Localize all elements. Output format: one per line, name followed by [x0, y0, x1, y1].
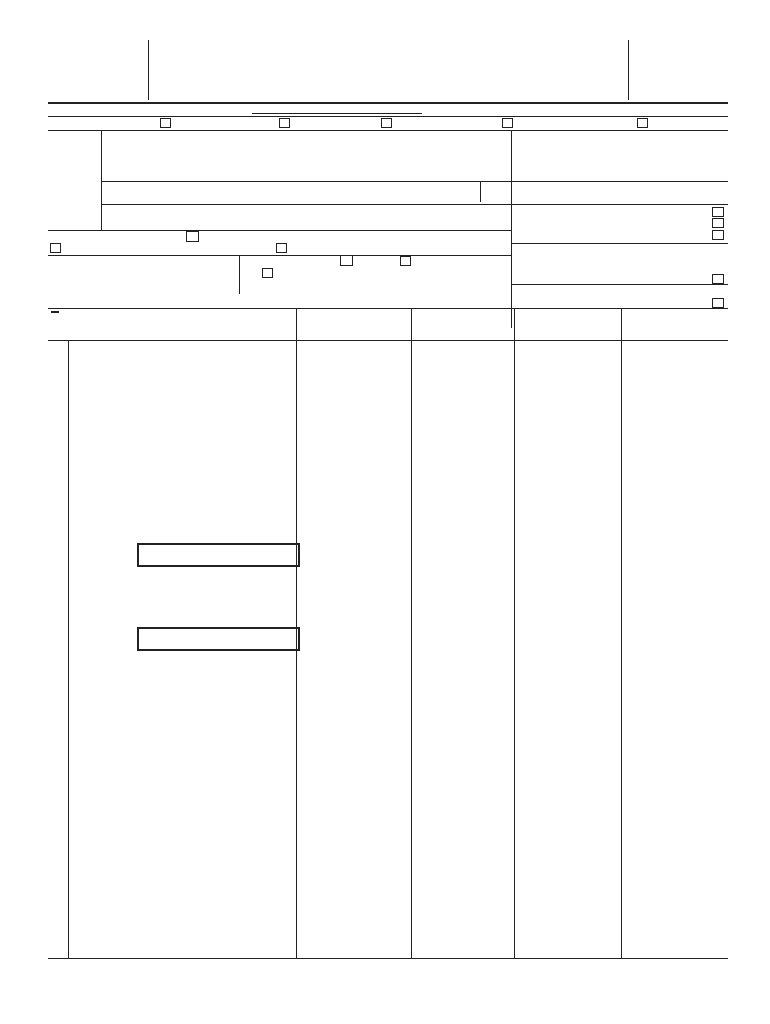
j-cash-checkbox[interactable]: [340, 255, 353, 266]
amended-return-checkbox[interactable]: [381, 118, 392, 128]
received-stamp: [137, 543, 302, 651]
j-other-checkbox[interactable]: [262, 268, 273, 278]
j-accrual-checkbox[interactable]: [400, 256, 411, 266]
c-checkbox[interactable]: [712, 207, 724, 217]
f-checkbox[interactable]: [712, 298, 724, 308]
address-change-checkbox[interactable]: [502, 118, 513, 128]
e-checkbox[interactable]: [712, 274, 724, 284]
name-change-checkbox[interactable]: [637, 118, 648, 128]
d2-checkbox[interactable]: [712, 230, 724, 240]
h-501-checkbox[interactable]: [186, 231, 199, 242]
d1-checkbox[interactable]: [712, 218, 724, 228]
final-return-checkbox[interactable]: [279, 118, 290, 128]
initial-return-checkbox[interactable]: [160, 118, 171, 128]
h-4947-checkbox[interactable]: [50, 243, 61, 253]
part1-label: [51, 311, 59, 313]
h-other-checkbox[interactable]: [276, 243, 287, 253]
